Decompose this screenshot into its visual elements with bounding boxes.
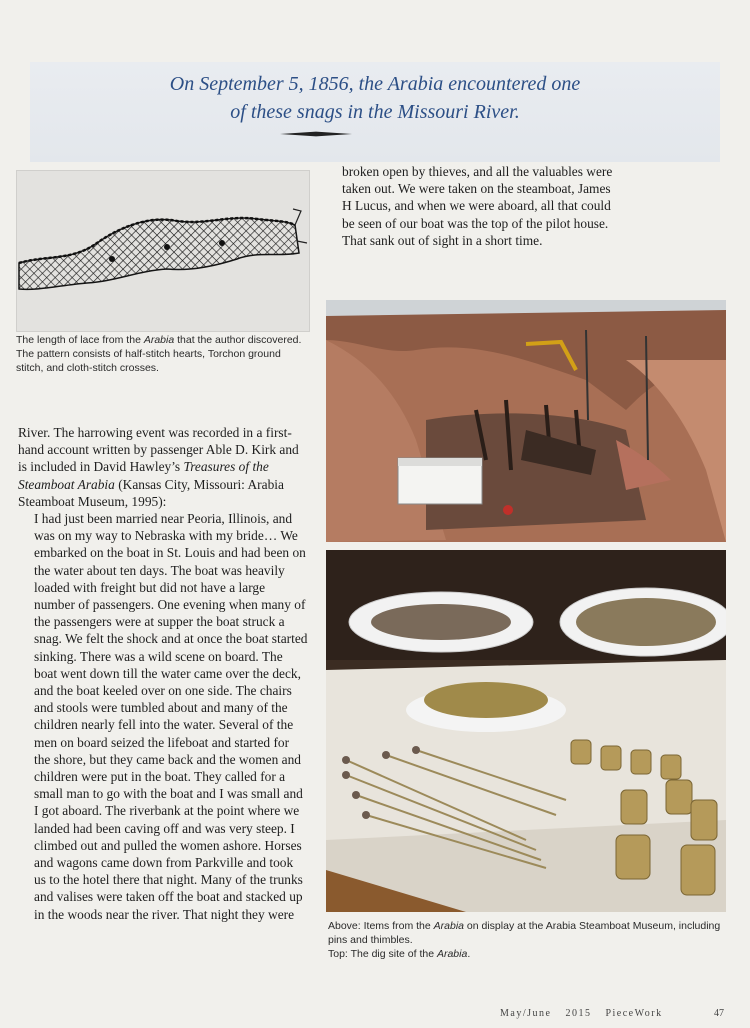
kirk-quote: I had just been married near Peoria, Illinois, and was on my way to Nebraska with my bride… We embarked on the boat in St. Louis and had been on the water about ten days. The boat was heavily loaded with freight but did not have a large number of passengers. One evening when many of the passengers were at supper the boat struck a snag. We felt the shock and at once the boat started sinking. There was a wild scene on board. The boat went down till the water came over the deck, and the boat keeled over on one side. The chairs and stools were tumbled about and many of the children nearly fell into the water. Several of the men on board seized the lifeboat and started for the shore, but they came back and the women and children were put in the boat. They called for a small man to go with the boat and I was small and I got aboard. The riverbank at the point where we landed had been caving off and was very steep. I climbed out and pulled the women ashore. Horses and wagons came down from Parkville and took us to the hotel there that night. Many of the trunks and valises were taken off the boat and stacked up in the woods near the river. That night they were — [34, 511, 308, 922]
museum-caption-top — [328, 947, 728, 961]
lace-caption — [16, 333, 308, 375]
museum-caption-above — [328, 919, 728, 947]
top-text-1: Top: The dig site of the — [328, 948, 437, 960]
intro-text-1: River. The harrowing event was recorded in a first-hand account written by passenger Able D. Kirk and is included in David Hawley’s — [18, 425, 299, 475]
intro-paragraph — [18, 424, 308, 510]
divider-ornament — [280, 131, 352, 137]
dig-site-photo — [326, 300, 726, 542]
book-title: Treasures of the Steamboat Arabia — [18, 459, 269, 492]
page-number: 47 — [714, 1008, 724, 1019]
above-text-2: on display at the Arabia Steamboat Museum, including pins and thimbles. — [328, 920, 721, 946]
above-text-1: Above: Items from the — [328, 920, 434, 932]
left-column — [18, 424, 308, 923]
lace-caption-italic: Arabia — [143, 334, 175, 346]
lace-caption-text-2: that the author discovered. The pattern consists of half-stitch hearts, Torchon ground stitch, and cloth-stitch crosses. — [16, 334, 302, 374]
top-italic: Arabia — [436, 948, 468, 960]
pull-quote-line-2: of these snags in the Missouri River. — [230, 101, 520, 123]
footer-issue: May/June — [500, 1008, 552, 1019]
pull-quote — [30, 62, 720, 162]
museum-display-photo — [326, 550, 726, 912]
page-footer — [500, 1008, 730, 1019]
right-column-text: broken open by thieves, and all the valuables were taken out. We were taken on the steamboat, James H Lucus, and when we were aboard, all that could be seen of our boat was the top of the pilot house. That sank out of sight in a short time. — [342, 164, 613, 248]
intro-text-2: (Kansas City, Missouri: Arabia Steamboat Museum, 1995): — [18, 476, 284, 509]
lace-photo — [16, 170, 310, 332]
lace-caption-text-1: The length of lace from the — [16, 334, 144, 346]
pull-quote-line-1: On September 5, 1856, the Arabia encountered one — [169, 73, 581, 95]
footer-year: 2015 — [565, 1008, 592, 1019]
museum-caption — [328, 919, 728, 961]
top-text-2: . — [467, 948, 471, 960]
above-italic: Arabia — [433, 920, 464, 932]
footer-magazine: PieceWork — [605, 1008, 663, 1019]
